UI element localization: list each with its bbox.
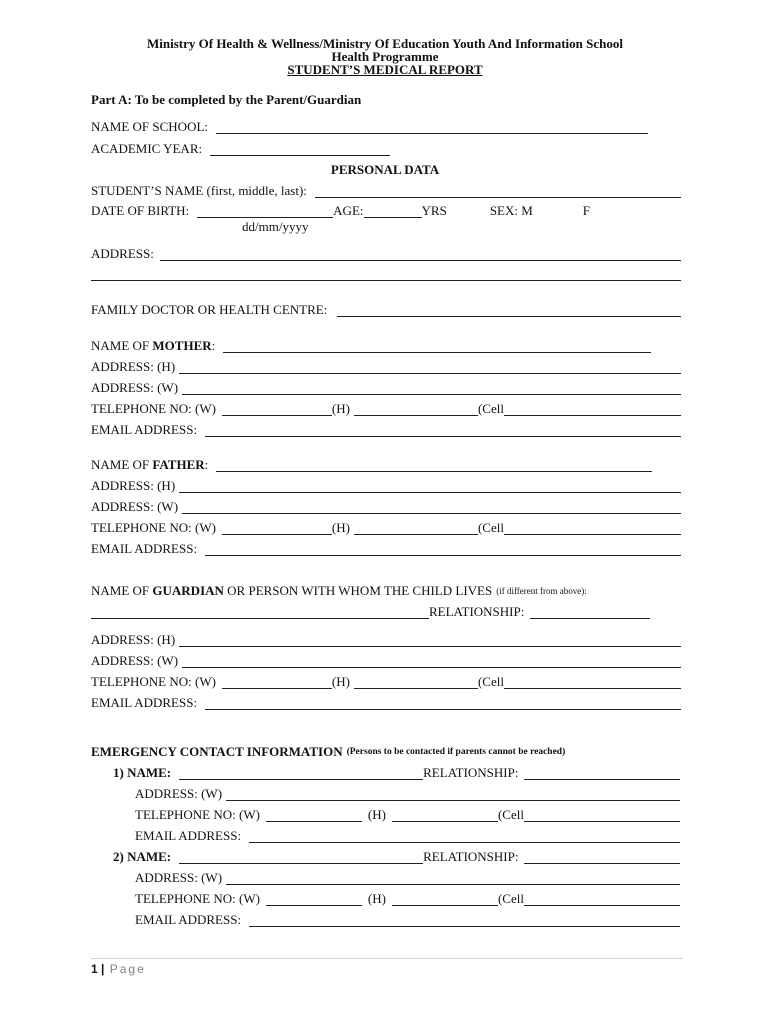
- emergency-2-tel-w-field[interactable]: [266, 894, 362, 906]
- family-doctor-row: FAMILY DOCTOR OR HEALTH CENTRE:: [91, 302, 681, 317]
- mother-email-row: EMAIL ADDRESS:: [91, 422, 681, 437]
- mother-email-field[interactable]: [205, 425, 681, 437]
- father-tel-cell-field[interactable]: [504, 523, 681, 535]
- father-address-h-row: ADDRESS: (H): [91, 478, 681, 493]
- emergency-1-name-field[interactable]: [179, 768, 423, 780]
- father-tel-h-field[interactable]: [354, 523, 478, 535]
- emergency-2-tel-cell-field[interactable]: [524, 894, 680, 906]
- guardian-address-w-row: ADDRESS: (W): [91, 653, 681, 668]
- header-ministry: Ministry Of Health & Wellness/Ministry Of Education Youth And Information School: [147, 36, 623, 51]
- page-number: 1 |: [91, 962, 105, 976]
- guardian-address-h-row: ADDRESS: (H): [91, 632, 681, 647]
- mother-address-h-row: ADDRESS: (H): [91, 359, 681, 374]
- emergency-2-address-row: ADDRESS: (W): [135, 870, 680, 885]
- guardian-heading-row: NAME OF GUARDIAN OR PERSON WITH WHOM THE CHILD LIVES (if different from above):: [91, 583, 587, 598]
- guardian-telephone-row: TELEPHONE NO: (W) (H) (Cell: [91, 674, 681, 689]
- emergency-1-relationship-field[interactable]: [524, 768, 680, 780]
- father-name-row: NAME OF FATHER :: [91, 457, 681, 472]
- mother-name-row: NAME OF MOTHER :: [91, 338, 681, 353]
- personal-data-heading: PERSONAL DATA: [330, 162, 440, 177]
- dob-row: DATE OF BIRTH: AGE: YRS SEX: M F: [91, 203, 591, 218]
- father-name-field[interactable]: [216, 460, 652, 472]
- student-name-field[interactable]: [315, 186, 681, 198]
- family-doctor-field[interactable]: [337, 305, 681, 317]
- emergency-2-name-row: 2) NAME: RELATIONSHIP:: [113, 849, 680, 864]
- emergency-1-address-row: ADDRESS: (W): [135, 786, 680, 801]
- emergency-1-tel-h-field[interactable]: [392, 810, 498, 822]
- guardian-tel-h-field[interactable]: [354, 677, 478, 689]
- father-telephone-row: TELEPHONE NO: (W) (H) (Cell: [91, 520, 681, 535]
- mother-telephone-row: TELEPHONE NO: (W) (H) (Cell: [91, 401, 681, 416]
- father-address-h-field[interactable]: [179, 481, 681, 493]
- part-a-heading: Part A: To be completed by the Parent/Guardian: [91, 92, 362, 107]
- footer-divider: [91, 958, 683, 959]
- father-email-row: EMAIL ADDRESS:: [91, 541, 681, 556]
- academic-year-row: ACADEMIC YEAR:: [91, 141, 681, 156]
- school-name-field[interactable]: [216, 122, 648, 134]
- guardian-name-row: RELATIONSHIP:: [91, 604, 681, 619]
- guardian-tel-w-field[interactable]: [222, 677, 332, 689]
- address-row: ADDRESS:: [91, 246, 681, 261]
- emergency-2-email-row: EMAIL ADDRESS:: [135, 912, 680, 927]
- emergency-1-tel-cell-field[interactable]: [524, 810, 680, 822]
- emergency-1-name-row: 1) NAME: RELATIONSHIP:: [113, 765, 680, 780]
- emergency-1-address-field[interactable]: [226, 789, 680, 801]
- sex-m-option[interactable]: SEX: M: [489, 203, 533, 218]
- dob-field[interactable]: [197, 206, 333, 218]
- guardian-name-field[interactable]: [91, 607, 429, 619]
- school-name-row: NAME OF SCHOOL:: [91, 119, 681, 134]
- emergency-1-telephone-row: TELEPHONE NO: (W) (H) (Cell: [135, 807, 680, 822]
- father-address-w-field[interactable]: [182, 502, 681, 514]
- emergency-2-telephone-row: TELEPHONE NO: (W) (H) (Cell: [135, 891, 680, 906]
- mother-address-w-field[interactable]: [182, 383, 681, 395]
- emergency-2-address-field[interactable]: [226, 873, 680, 885]
- guardian-relationship-field[interactable]: [530, 607, 650, 619]
- address-row-2: [91, 266, 681, 281]
- emergency-2-tel-h-field[interactable]: [392, 894, 498, 906]
- guardian-email-row: EMAIL ADDRESS:: [91, 695, 681, 710]
- sex-f-option[interactable]: F: [582, 203, 591, 218]
- address-field[interactable]: [160, 249, 681, 261]
- emergency-2-email-field[interactable]: [249, 915, 680, 927]
- father-email-field[interactable]: [205, 544, 681, 556]
- mother-name-field[interactable]: [223, 341, 651, 353]
- mother-tel-cell-field[interactable]: [504, 404, 681, 416]
- student-name-row: STUDENT’S NAME (first, middle, last):: [91, 183, 681, 198]
- emergency-heading-row: EMERGENCY CONTACT INFORMATION (Persons to be contacted if parents cannot be reached): [91, 744, 566, 759]
- mother-address-h-field[interactable]: [179, 362, 681, 374]
- address-field-2[interactable]: [91, 269, 681, 281]
- page-footer: [91, 962, 146, 976]
- mother-tel-h-field[interactable]: [354, 404, 478, 416]
- guardian-address-w-field[interactable]: [182, 656, 681, 668]
- emergency-2-relationship-field[interactable]: [524, 852, 680, 864]
- guardian-tel-cell-field[interactable]: [504, 677, 681, 689]
- father-tel-w-field[interactable]: [222, 523, 332, 535]
- emergency-1-tel-w-field[interactable]: [266, 810, 362, 822]
- header-programme: Health Programme: [331, 49, 439, 64]
- mother-address-w-row: ADDRESS: (W): [91, 380, 681, 395]
- date-format-hint: dd/mm/yyyy: [242, 219, 309, 234]
- academic-year-field[interactable]: [210, 144, 390, 156]
- emergency-1-email-field[interactable]: [249, 831, 680, 843]
- emergency-1-email-row: EMAIL ADDRESS:: [135, 828, 680, 843]
- father-address-w-row: ADDRESS: (W): [91, 499, 681, 514]
- age-field[interactable]: [364, 206, 422, 218]
- emergency-2-name-field[interactable]: [179, 852, 423, 864]
- guardian-email-field[interactable]: [205, 698, 681, 710]
- document-title: STUDENT’S MEDICAL REPORT: [287, 62, 483, 77]
- page-word: Page: [109, 962, 146, 976]
- mother-tel-w-field[interactable]: [222, 404, 332, 416]
- document-header: [0, 37, 770, 76]
- guardian-address-h-field[interactable]: [179, 635, 681, 647]
